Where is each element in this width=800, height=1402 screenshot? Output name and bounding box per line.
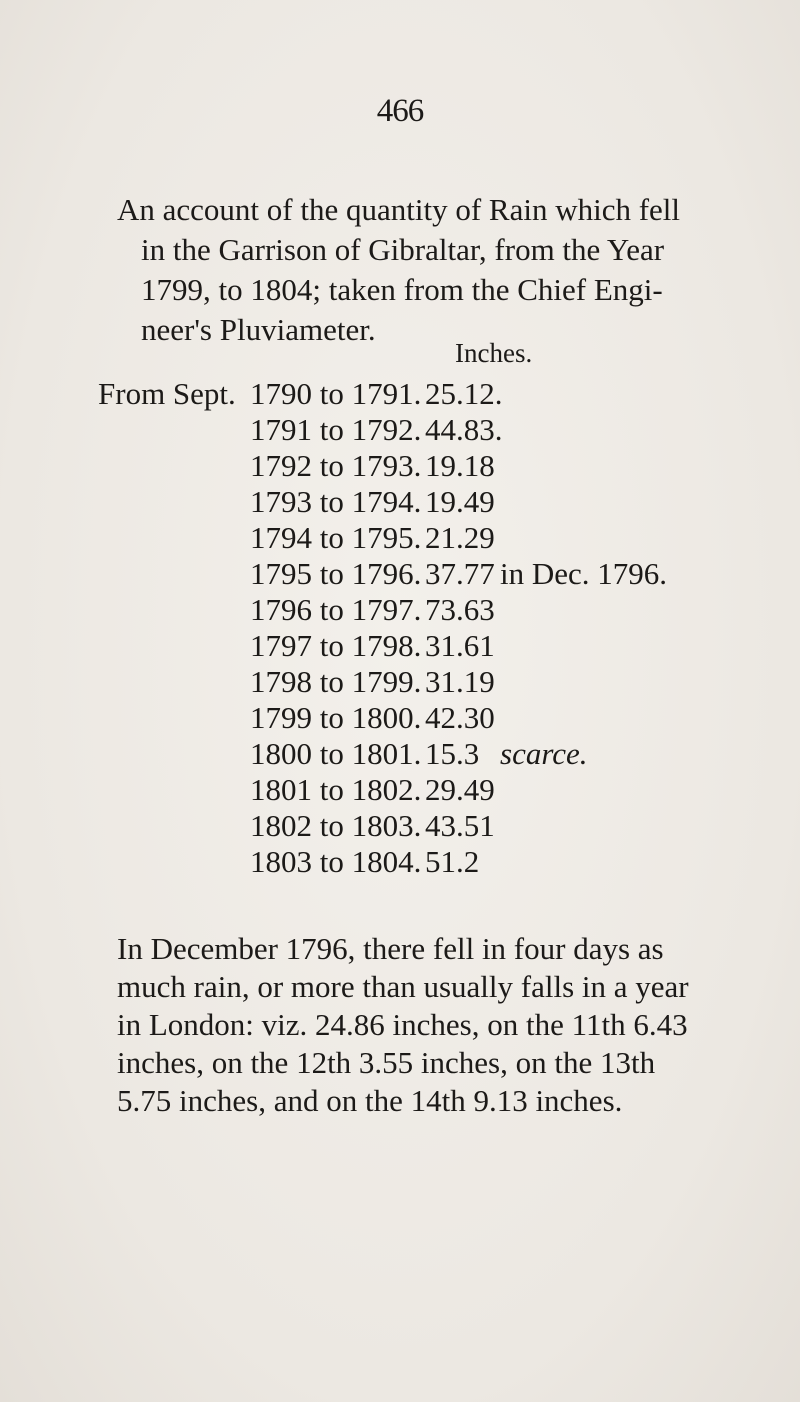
- inches-cell: 73.63: [425, 592, 495, 627]
- note-cell: scarce.: [500, 736, 588, 771]
- period-cell: 1802 to 1803.: [250, 808, 422, 843]
- period-cell: 1793 to 1794.: [250, 484, 422, 519]
- inches-cell: 19.18: [425, 448, 495, 483]
- page-number: 466: [376, 93, 424, 129]
- intro-line: 1799, to 1804; taken from the Chief Engi-: [141, 272, 663, 307]
- period-cell: 1797 to 1798.: [250, 628, 422, 663]
- inches-cell: 42.30: [425, 700, 495, 735]
- period-cell: 1801 to 1802.: [250, 772, 422, 807]
- from-label: From Sept.: [98, 376, 236, 411]
- closing-line: 5.75 inches, and on the 14th 9.13 inches.: [117, 1083, 623, 1118]
- period-cell: 1803 to 1804.: [250, 844, 422, 879]
- inches-column-header: Inches.: [455, 338, 533, 368]
- inches-cell: 31.19: [425, 664, 495, 699]
- closing-line: much rain, or more than usually falls in a year: [117, 969, 689, 1004]
- inches-cell: 15.3: [425, 736, 480, 771]
- intro-line: in the Garrison of Gibraltar, from the Year: [141, 232, 665, 267]
- intro-line: neer's Pluviameter.: [141, 312, 376, 347]
- closing-line: in London: viz. 24.86 inches, on the 11th 6.43: [117, 1007, 688, 1042]
- period-cell: 1798 to 1799.: [250, 664, 422, 699]
- inches-cell: 25.12.: [425, 376, 503, 411]
- period-cell: 1799 to 1800.: [250, 700, 422, 735]
- inches-cell: 19.49: [425, 484, 495, 519]
- period-cell: 1800 to 1801.: [250, 736, 422, 771]
- period-cell: 1792 to 1793.: [250, 448, 422, 483]
- inches-cell: 29.49: [425, 772, 495, 807]
- inches-cell: 21.29: [425, 520, 495, 555]
- inches-cell: 37.77: [425, 556, 495, 591]
- period-cell: 1794 to 1795.: [250, 520, 422, 555]
- intro-paragraph: [117, 190, 717, 350]
- period-cell: 1795 to 1796.: [250, 556, 422, 591]
- inches-cell: 51.2: [425, 844, 480, 879]
- period-cell: 1796 to 1797.: [250, 592, 422, 627]
- inches-cell: 31.61: [425, 628, 495, 663]
- period-cell: 1791 to 1792.: [250, 412, 422, 447]
- period-cell: 1790 to 1791.: [250, 376, 422, 411]
- intro-line: An account of the quantity of Rain which fell: [117, 192, 681, 227]
- closing-line: inches, on the 12th 3.55 inches, on the 13th: [117, 1045, 656, 1080]
- closing-paragraph: [117, 930, 727, 1120]
- closing-line: In December 1796, there fell in four days as: [117, 931, 664, 966]
- inches-cell: 43.51: [425, 808, 495, 843]
- inches-cell: 44.83.: [425, 412, 503, 447]
- note-cell: in Dec. 1796.: [500, 556, 668, 591]
